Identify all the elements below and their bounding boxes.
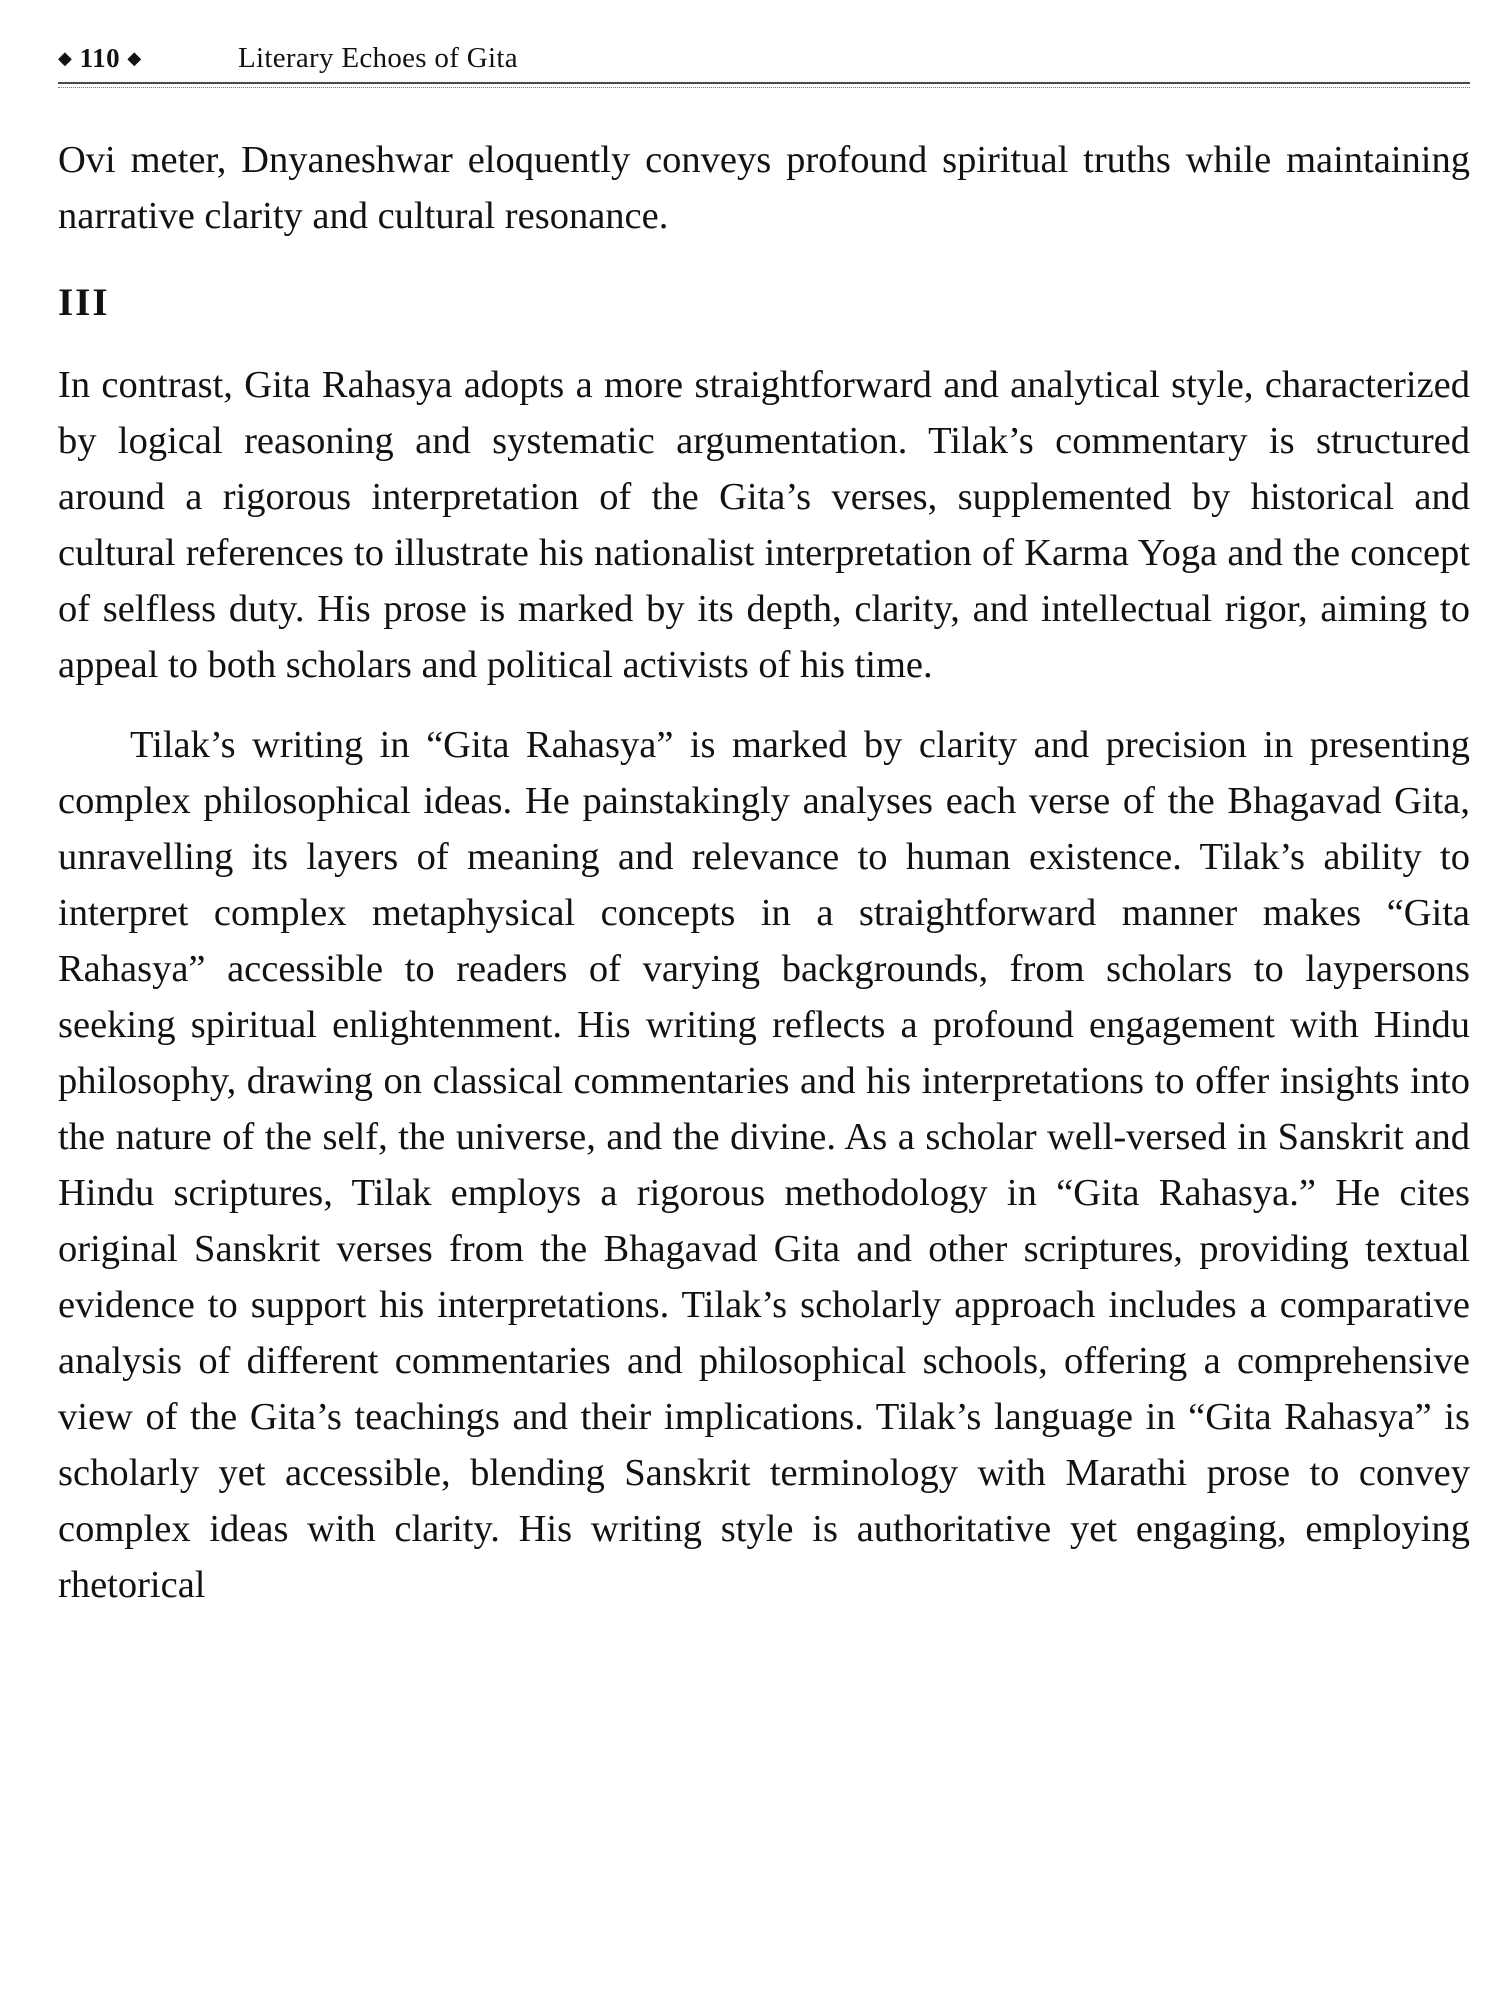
- continued-paragraph: Ovi meter, Dnyaneshwar eloquently conveys profound spiritual truths while maintaining narrative clarity and cultural resonance.: [58, 139, 1470, 237]
- book-page: [58, 0, 1470, 2000]
- running-header: [58, 42, 1470, 84]
- right-diamond-icon: ◆: [127, 48, 142, 68]
- body-paragraph-2: Tilak’s writing in “Gita Rahasya” is marked by clarity and precision in presenting complex philosophical ideas. He painstakingly analyses each verse of the Bhagavad Gita, unravelling its layers of meaning and relevance to human existence. Tilak’s ability to interpret complex metaphysical concepts in a straightforward manner makes “Gita Rahasya” accessible to readers of varying backgrounds, from scholars to laypersons seeking spiritual enlightenment. His writing reflects a profound engagement with Hindu philosophy, drawing on classical commentaries and his interpretations to offer insights into the nature of the self, the universe, and the divine. As a scholar well-versed in Sanskrit and Hindu scriptures, Tilak employs a rigorous methodology in “Gita Rahasya.” He cites original Sanskrit verses from the Bhagavad Gita and other scriptures, providing textual evidence to support his interpretations. Tilak’s scholarly approach includes a comparative analysis of different commentaries and philosophical schools, offering a comprehensive view of the Gita’s teachings and their implications. Tilak’s language in “Gita Rahasya” is scholarly yet accessible, blending Sanskrit terminology with Marathi prose to convey complex ideas with clarity. His writing style is authoritative yet engaging, employing rhetorical: [58, 724, 1470, 1606]
- running-title: Literary Echoes of Gita: [238, 42, 518, 74]
- body-paragraph-1: In contrast, Gita Rahasya adopts a more straightforward and analytical style, characterized by logical reasoning and systematic argumentation. Tilak’s commentary is structured around a rigorous interpretation of the Gita’s verses, supplemented by historical and cultural references to illustrate his nationalist interpretation of Karma Yoga and the concept of selfless duty. His prose is marked by its depth, clarity, and intellectual rigor, aiming to appeal to both scholars and political activists of his time.: [58, 364, 1470, 686]
- page-number-group: [58, 42, 142, 74]
- left-diamond-icon: ◆: [58, 48, 73, 68]
- section-heading: III: [58, 281, 110, 324]
- page-number: 110: [79, 43, 121, 73]
- page-content: [58, 132, 1470, 1613]
